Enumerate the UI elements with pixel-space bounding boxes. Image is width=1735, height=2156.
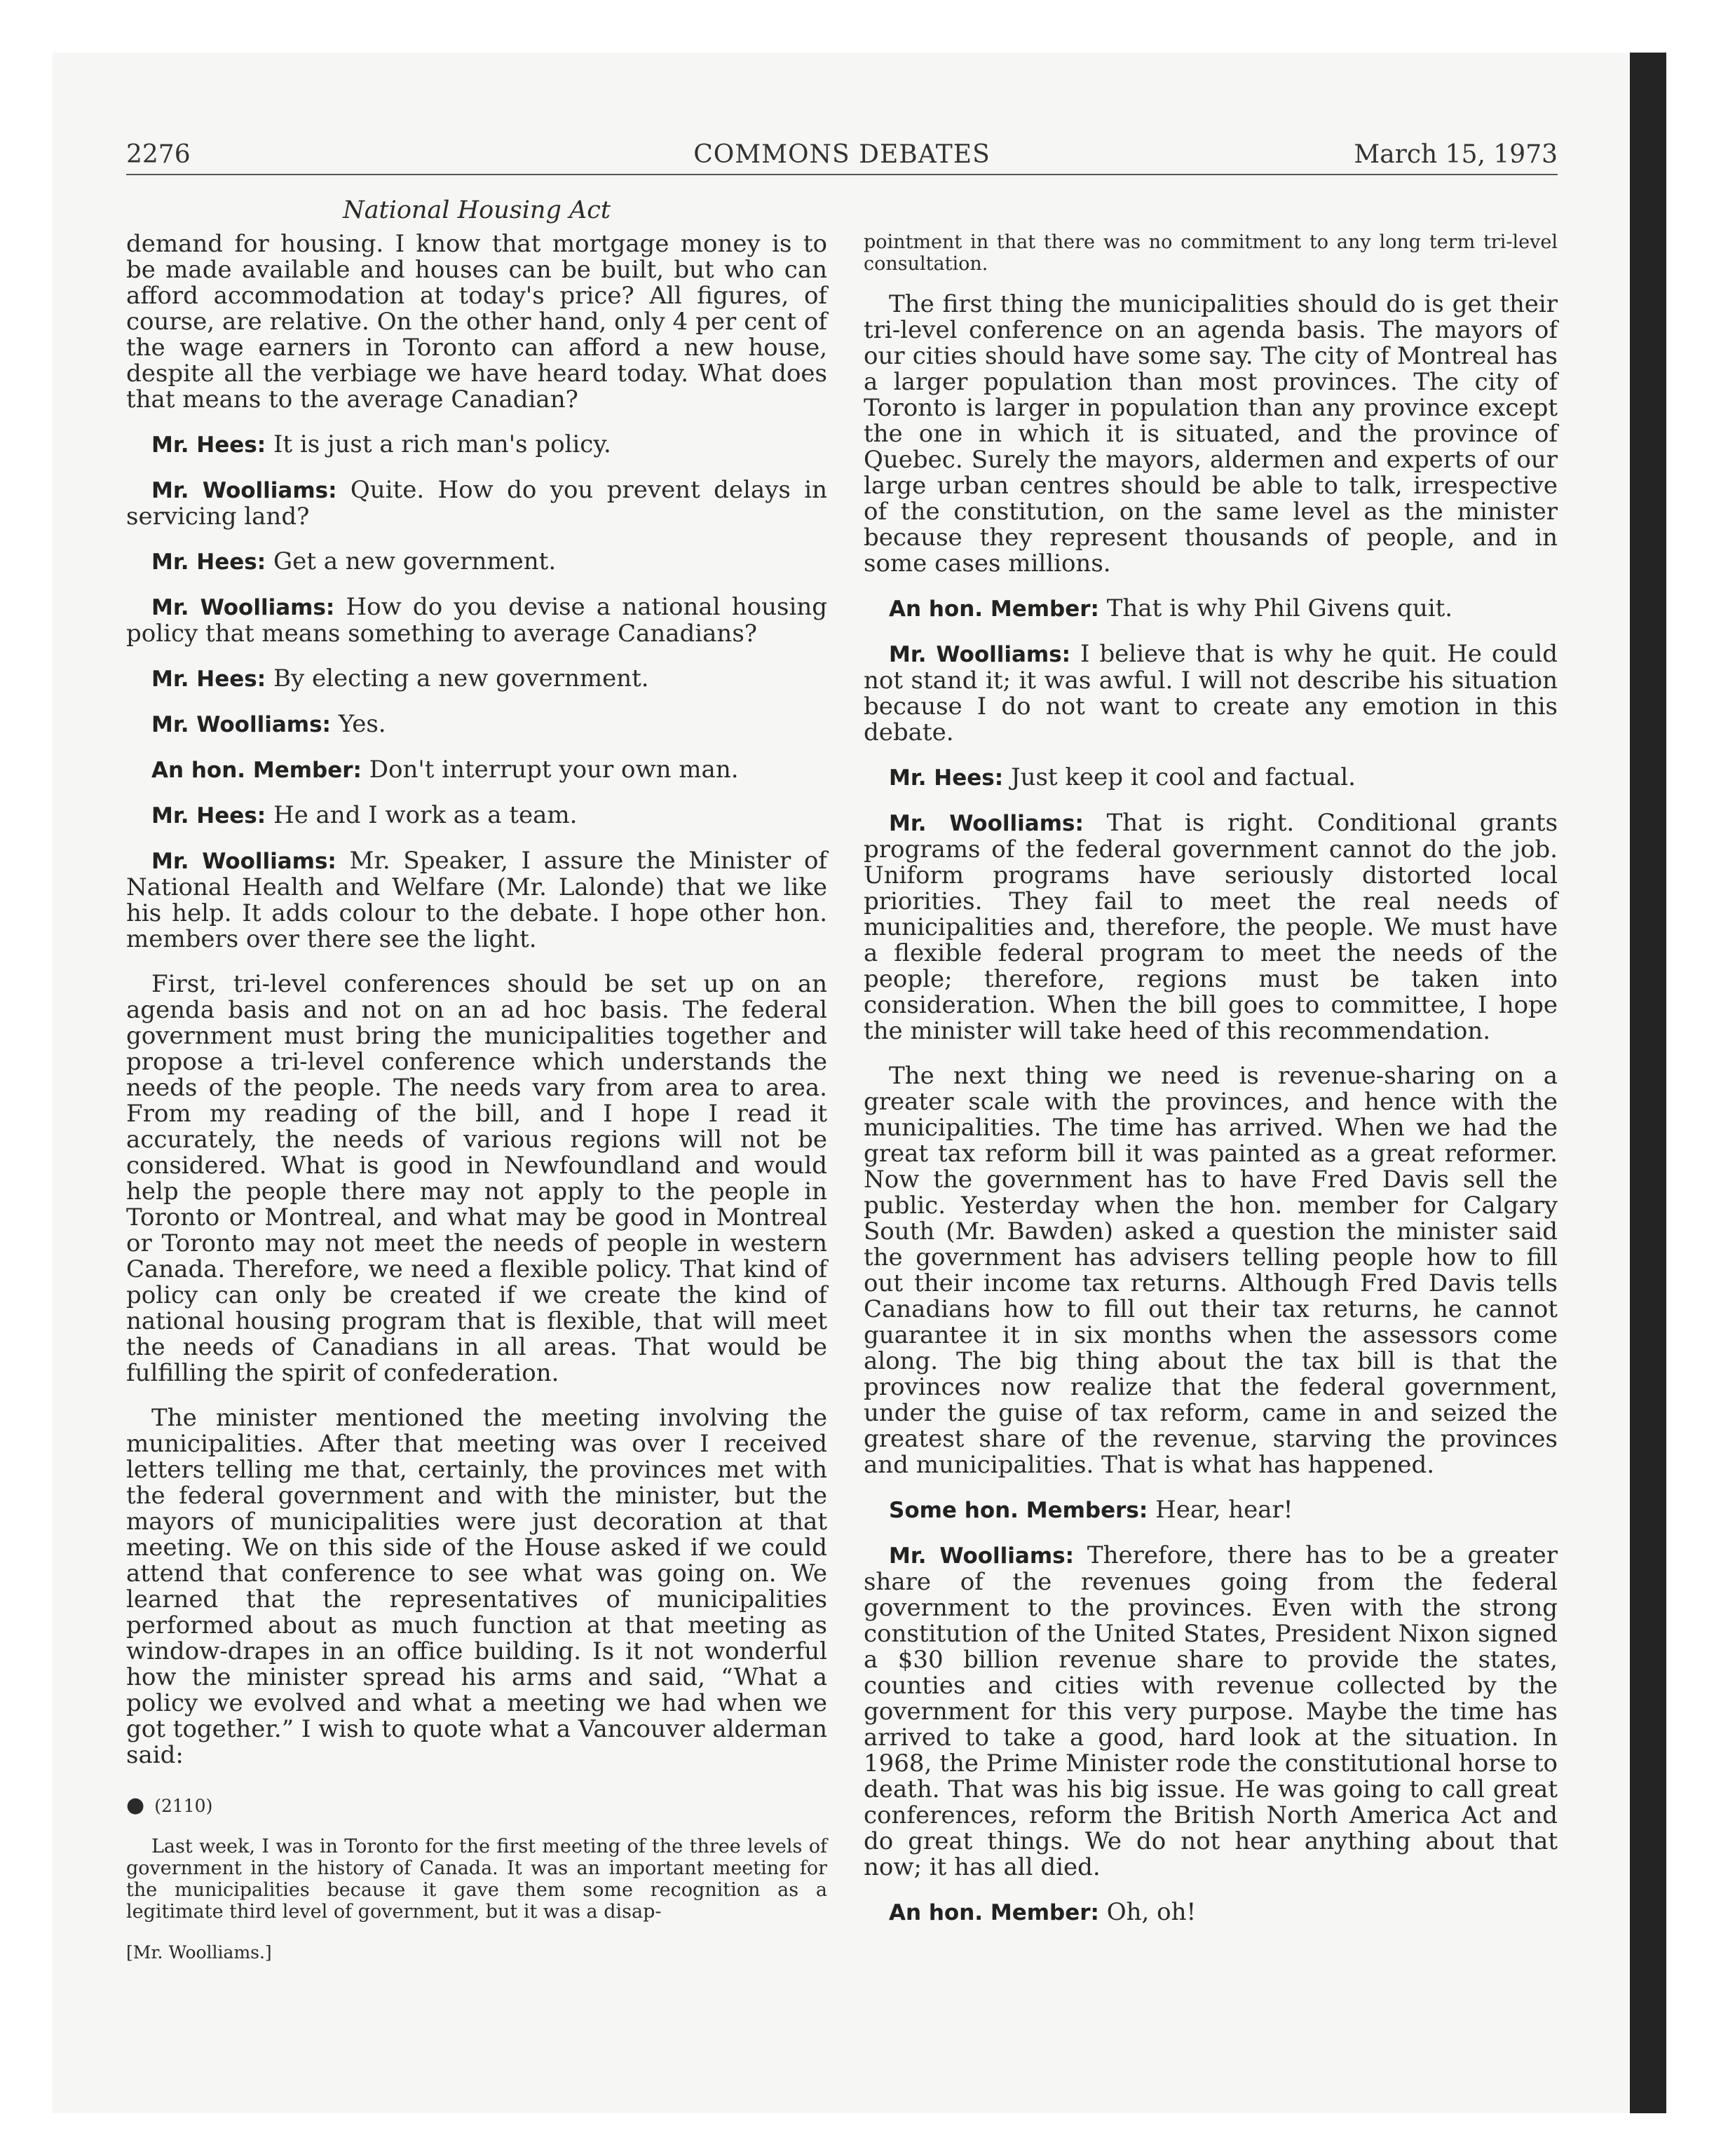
block-quote: Last week, I was in Toronto for the first meeting of the three levels of government in the history of Canada. It was an important meeting for the municipalities because it gave them some recognition as a legitimate third level of government, but it was a disap- (126, 1836, 827, 1923)
speech-text: Quite. How do you prevent delays in servicing land? (126, 476, 827, 531)
speech (864, 1543, 1558, 1881)
page-number: 2276 (126, 140, 191, 169)
speech (126, 477, 827, 530)
speaker-name: Mr. Woolliams: (889, 811, 1084, 836)
speech-text: How do you devise a national housing policy that means something to average Canadians? (126, 593, 827, 648)
bullet-icon: ● (126, 1793, 145, 1817)
speaker-name: An hon. Member: (889, 1900, 1099, 1925)
paragraph: The minister mentioned the meeting involving the municipalities. After that meeting was over I received letters telling me that, certainly, the provinces met with the federal government and with the minister, but the mayors of municipalities were just decoration at that meeting. We on this side of the House asked if we could attend that conference to see what was going on. We learned that the representatives of municipalities performed about as much function at that meeting as window-drapes in an office building. Is it not wonderful how the minister spread his arms and said, “What a policy we evolved and what a meeting we had when we got together.” I wish to quote what a Vancouver alderman said: (126, 1404, 827, 1769)
paragraph: The next thing we need is revenue-sharing on a greater scale with the provinces, and hence with the municipalities. The time has arrived. When we had the great tax reform bill it was painted as a great reformer. Now the government has to have Fred Davis sell the public. Yesterday when the hon. member for Calgary South (Mr. Bawden) asked a question the minister said the government has advisers telling people how to fill out their income tax returns. Although Fred Davis tells Canadians how to fill out their tax returns, he cannot guarantee it in six months when the assessors come along. The big thing about the tax bill is that the provinces now realize that the federal government, under the guise of tax reform, came in and seized the greatest share of the revenue, starving the provinces and municipalities. That is what has happened. (864, 1062, 1558, 1479)
paragraph: The first thing the municipalities should do is get their tri-level conference on an agenda basis. The mayors of our cities should have some say. The city of Montreal has a larger population than most provinces. The city of Toronto is larger in population than any province except the one in which it is situated, and the province of Quebec. Surely the mayors, aldermen and experts of our large urban centres should be able to talk, irrespective of the constitution, on the same level as the minister because they represent thousands of people, and in some cases millions. (864, 290, 1558, 578)
speaker-name: An hon. Member: (889, 596, 1099, 622)
speech (126, 666, 827, 692)
speech (864, 765, 1558, 791)
right-column (864, 231, 1558, 1945)
speaker-name: Mr. Woolliams: (151, 712, 331, 737)
speech (126, 549, 827, 575)
speech (126, 803, 827, 829)
speech-text: Therefore, there has to be a greater share of the revenues going from the federal government to the provinces. Even with the strong constitution of the United States, President Nixon signed a $30 billion revenue share to provide the states, counties and cities with revenue collected by the government for this very purpose. Maybe the time has arrived to take a good, hard look at the situation. In 1968, the Prime Minister rode the constitutional horse to death. That was his big issue. He was going to call great conferences, reform the British North America Act and do great things. We do not hear anything about that now; it has all died. (864, 1541, 1558, 1881)
speech (126, 594, 827, 647)
speech (864, 596, 1558, 622)
speaker-name: An hon. Member: (151, 758, 362, 783)
speaker-attribution: [Mr. Woolliams.] (126, 1942, 272, 1963)
speaker-name: Mr. Woolliams: (889, 1543, 1075, 1569)
speech-text: That is why Phil Givens quit. (1106, 594, 1453, 622)
speaker-name: Mr. Woolliams: (889, 642, 1071, 667)
speech (864, 641, 1558, 746)
speaker-name: Mr. Hees: (151, 667, 266, 692)
speech-text: I believe that is why he quit. He could not stand it; it was awful. I will not describe his situation because I do not want to create any emotion in this debate. (864, 640, 1558, 746)
speaker-name: Some hon. Members: (889, 1498, 1148, 1523)
journal-title: COMMONS DEBATES (693, 140, 991, 169)
speaker-name: Mr. Hees: (151, 803, 266, 828)
speech-text: Get a new government. (273, 547, 557, 575)
scan-edge (1630, 53, 1666, 2113)
speaker-name: Mr. Woolliams: (151, 849, 336, 874)
speech-text: That is right. Conditional grants programs of the federal government cannot do the job. Uniform programs have seriously distorted local priorities. They fail to meet the real needs of municipalities and, therefore, the people. We must have a flexible federal program to meet the needs of the people; therefore, regions must be taken into consideration. When the bill goes to committee, I hope the minister will take heed of this recommendation. (864, 809, 1558, 1045)
speech (126, 711, 827, 738)
speech (126, 432, 827, 458)
speech-text: Just keep it cool and factual. (1010, 763, 1356, 791)
speaker-name: Mr. Hees: (151, 550, 266, 575)
paragraph: demand for housing. I know that mortgage money is to be made available and houses can be built, but who can afford accommodation at today's price? All figures, of course, are relative. On the other hand, only 4 per cent of the wage earners in Toronto can afford a new house, despite all the verbiage we have heard today. What does that means to the average Canadian? (126, 230, 827, 414)
speech (864, 810, 1558, 1044)
speech-text: By electing a new government. (273, 664, 649, 692)
speech-text: He and I work as a team. (273, 801, 578, 829)
section-title: National Housing Act (343, 196, 611, 224)
speech-text: Oh, oh! (1106, 1898, 1197, 1926)
speech (126, 848, 827, 953)
speaker-name: Mr. Woolliams: (151, 595, 335, 620)
speaker-name: Mr. Hees: (889, 765, 1004, 791)
speech (126, 757, 827, 784)
running-date: March 15, 1973 (1354, 140, 1558, 169)
speech-text: Mr. Speaker, I assure the Minister of National Health and Welfare (Mr. Lalonde) that we like his help. It adds colour to the debate. I hope other hon. members over there see the light. (126, 847, 828, 953)
speech (864, 1899, 1558, 1926)
speech (864, 1497, 1558, 1524)
running-head (126, 139, 1558, 175)
speech-text: Yes. (338, 710, 386, 738)
left-column (126, 231, 827, 1984)
time-marker (126, 1792, 827, 1819)
block-quote-continued: pointment in that there was no commitment to any long term tri-level consultation. (864, 231, 1558, 275)
speaker-name: Mr. Woolliams: (151, 478, 337, 503)
paragraph: First, tri-level conferences should be set up on an agenda basis and not on an ad hoc basis. The federal government must bring the municipalities together and propose a tri-level conference which understands the needs of the people. The needs vary from area to area. From my reading of the bill, and I hope I read it accurately, the needs of various regions will not be considered. What is good in Newfoundland and would help the people there may not apply to the people in Toronto or Montreal, and what may be good in Montreal or Toronto may not meet the needs of people in western Canada. Therefore, we need a flexible policy. That kind of policy can only be created if we create the kind of national housing program that is flexible, that will meet the needs of Canadians in all areas. That would be fulfilling the spirit of confederation. (126, 970, 827, 1387)
time-marker-text: (2110) (154, 1796, 213, 1816)
speech-text: Don't interrupt your own man. (369, 756, 739, 784)
speech-text: Hear, hear! (1155, 1496, 1293, 1524)
speaker-name: Mr. Hees: (151, 432, 266, 458)
speech-text: It is just a rich man's policy. (273, 430, 611, 458)
